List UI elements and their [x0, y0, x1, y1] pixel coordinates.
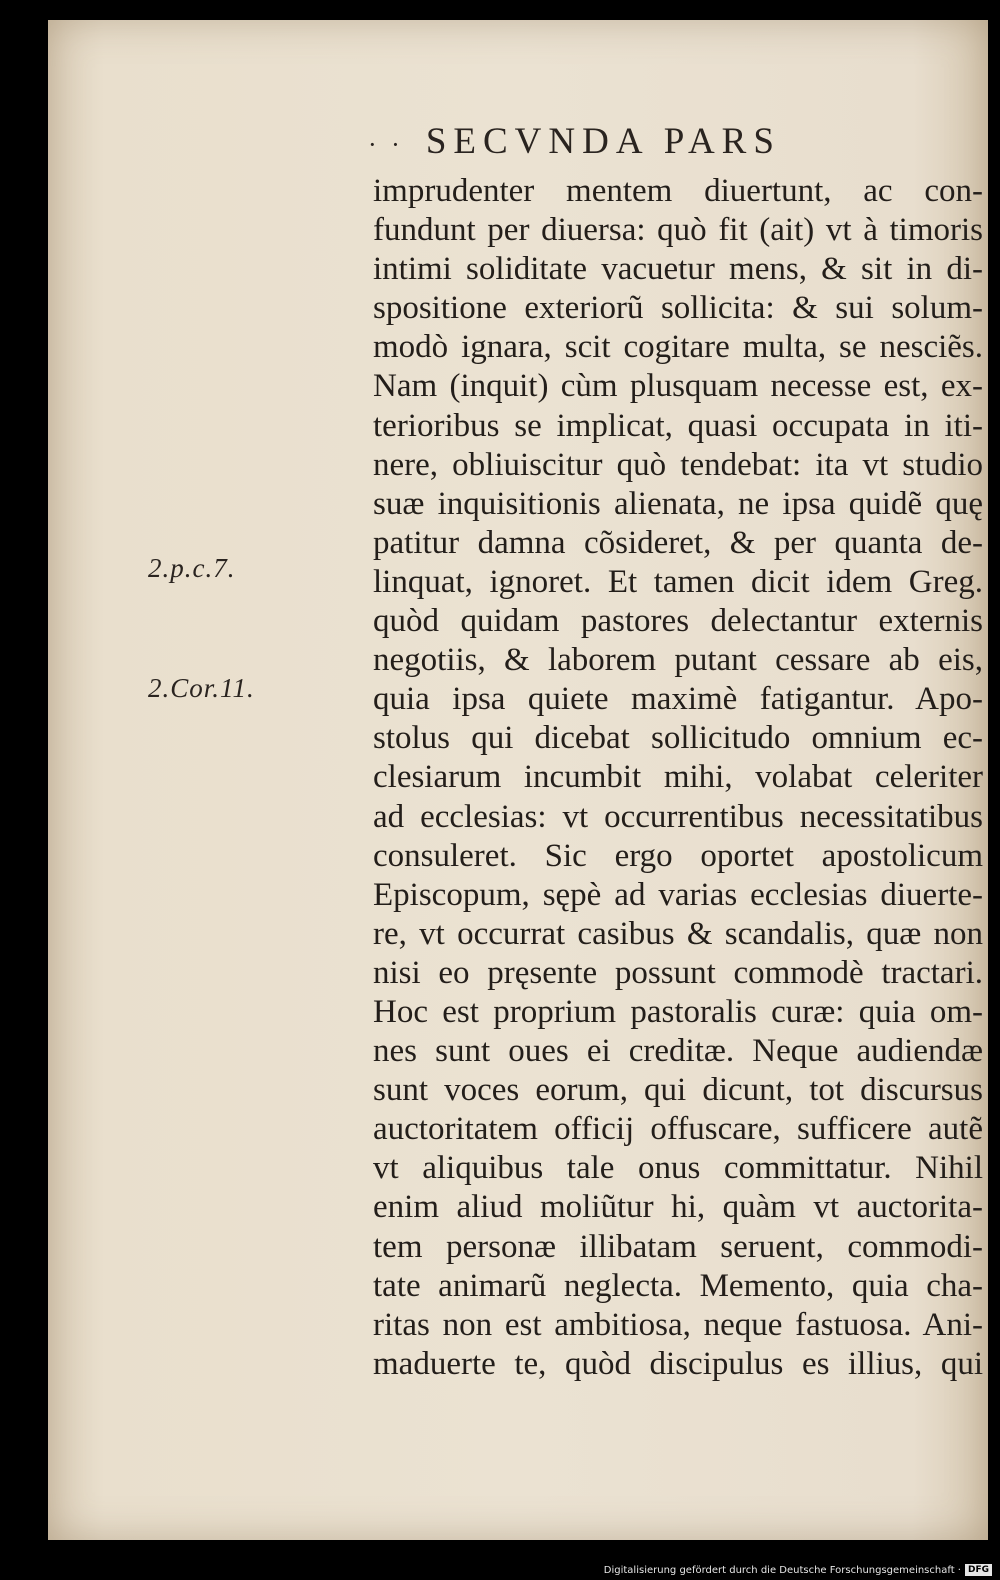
dfg-logo: DFG — [965, 1564, 992, 1576]
text-line: ad ecclesias: vt occurrentibus necessitatibus — [373, 798, 983, 835]
running-header — [368, 120, 888, 163]
digitization-credit — [604, 1564, 992, 1576]
text-line: Hoc est proprium pastoralis curæ: quia om- — [373, 993, 983, 1030]
text-line: Nam (inquit) cùm plusquam necesse est, ex- — [373, 368, 983, 405]
text-line: imprudenter mentem diuertunt, ac con- — [373, 173, 983, 209]
text-line: auctoritatem officij offuscare, sufficere autẽ — [373, 1111, 983, 1148]
text-line: linquat, ignoret. Et tamen dicit idem Greg. — [373, 563, 983, 600]
text-line: modò ignara, scit cogitare multa, se nesciẽs. — [373, 329, 983, 366]
book-page — [48, 20, 988, 1540]
text-line: spositione exteriorũ sollicita: & sui solum- — [373, 290, 983, 327]
text-line: maduerte te, quòd discipulus es illius, qui — [373, 1345, 983, 1382]
body-text — [373, 172, 983, 1384]
margin-note-gregory: 2.p.c.7. — [148, 553, 236, 583]
text-line: nes sunt oues ei creditæ. Neque audiendæ — [373, 1033, 983, 1070]
text-line: re, vt occurrat casibus & scandalis, quæ non — [373, 915, 983, 952]
header-ornament: · · — [368, 130, 404, 159]
text-line: Episcopum, sępè ad varias ecclesias diuerte- — [373, 876, 983, 913]
text-line: enim aliud moliũtur hi, quàm vt auctorita- — [373, 1189, 983, 1226]
text-line: vt aliquibus tale onus committatur. Nihil — [373, 1150, 983, 1187]
text-line: suæ inquisitionis alienata, ne ipsa quidẽ quę — [373, 485, 983, 522]
credit-text: Digitalisierung gefördert durch die Deutsche Forschungsgemeinschaft · — [603, 1564, 961, 1576]
text-line: stolus qui dicebat sollicitudo omnium ec- — [373, 720, 983, 757]
text-line: sunt voces eorum, qui dicunt, tot discursus — [373, 1072, 983, 1109]
text-line: clesiarum incumbit mihi, volabat celeriter — [373, 759, 983, 796]
text-line: negotiis, & laborem putant cessare ab eis, — [373, 642, 983, 679]
text-line: tem personæ illibatam seruent, commodi- — [373, 1228, 983, 1265]
text-line: ritas non est ambitiosa, neque fastuosa. Ani- — [373, 1306, 983, 1343]
text-line: quia ipsa quiete maximè fatigantur. Apo- — [373, 681, 983, 718]
text-line: consuleret. Sic ergo oportet apostolicum — [373, 837, 983, 874]
text-line: fundunt per diuersa: quò fit (ait) vt à timoris — [373, 212, 983, 249]
text-line: terioribus se implicat, quasi occupata in iti- — [373, 407, 983, 444]
text-line: tate animarũ neglecta. Memento, quia cha- — [373, 1267, 983, 1304]
text-line: patitur damna cõsideret, & per quanta de- — [373, 524, 983, 561]
text-line: nere, obliuiscitur quò tendebat: ita vt studio — [373, 446, 983, 483]
text-line: quòd quidam pastores delectantur externis — [373, 603, 983, 640]
margin-note-corinthians: 2.Cor.11. — [148, 673, 255, 703]
header-title: SECVNDA PARS — [425, 121, 781, 162]
text-line: nisi eo pręsente possunt commodè tractari. — [373, 954, 983, 991]
text-line: intimi soliditate vacuetur mens, & sit in di- — [373, 251, 983, 288]
